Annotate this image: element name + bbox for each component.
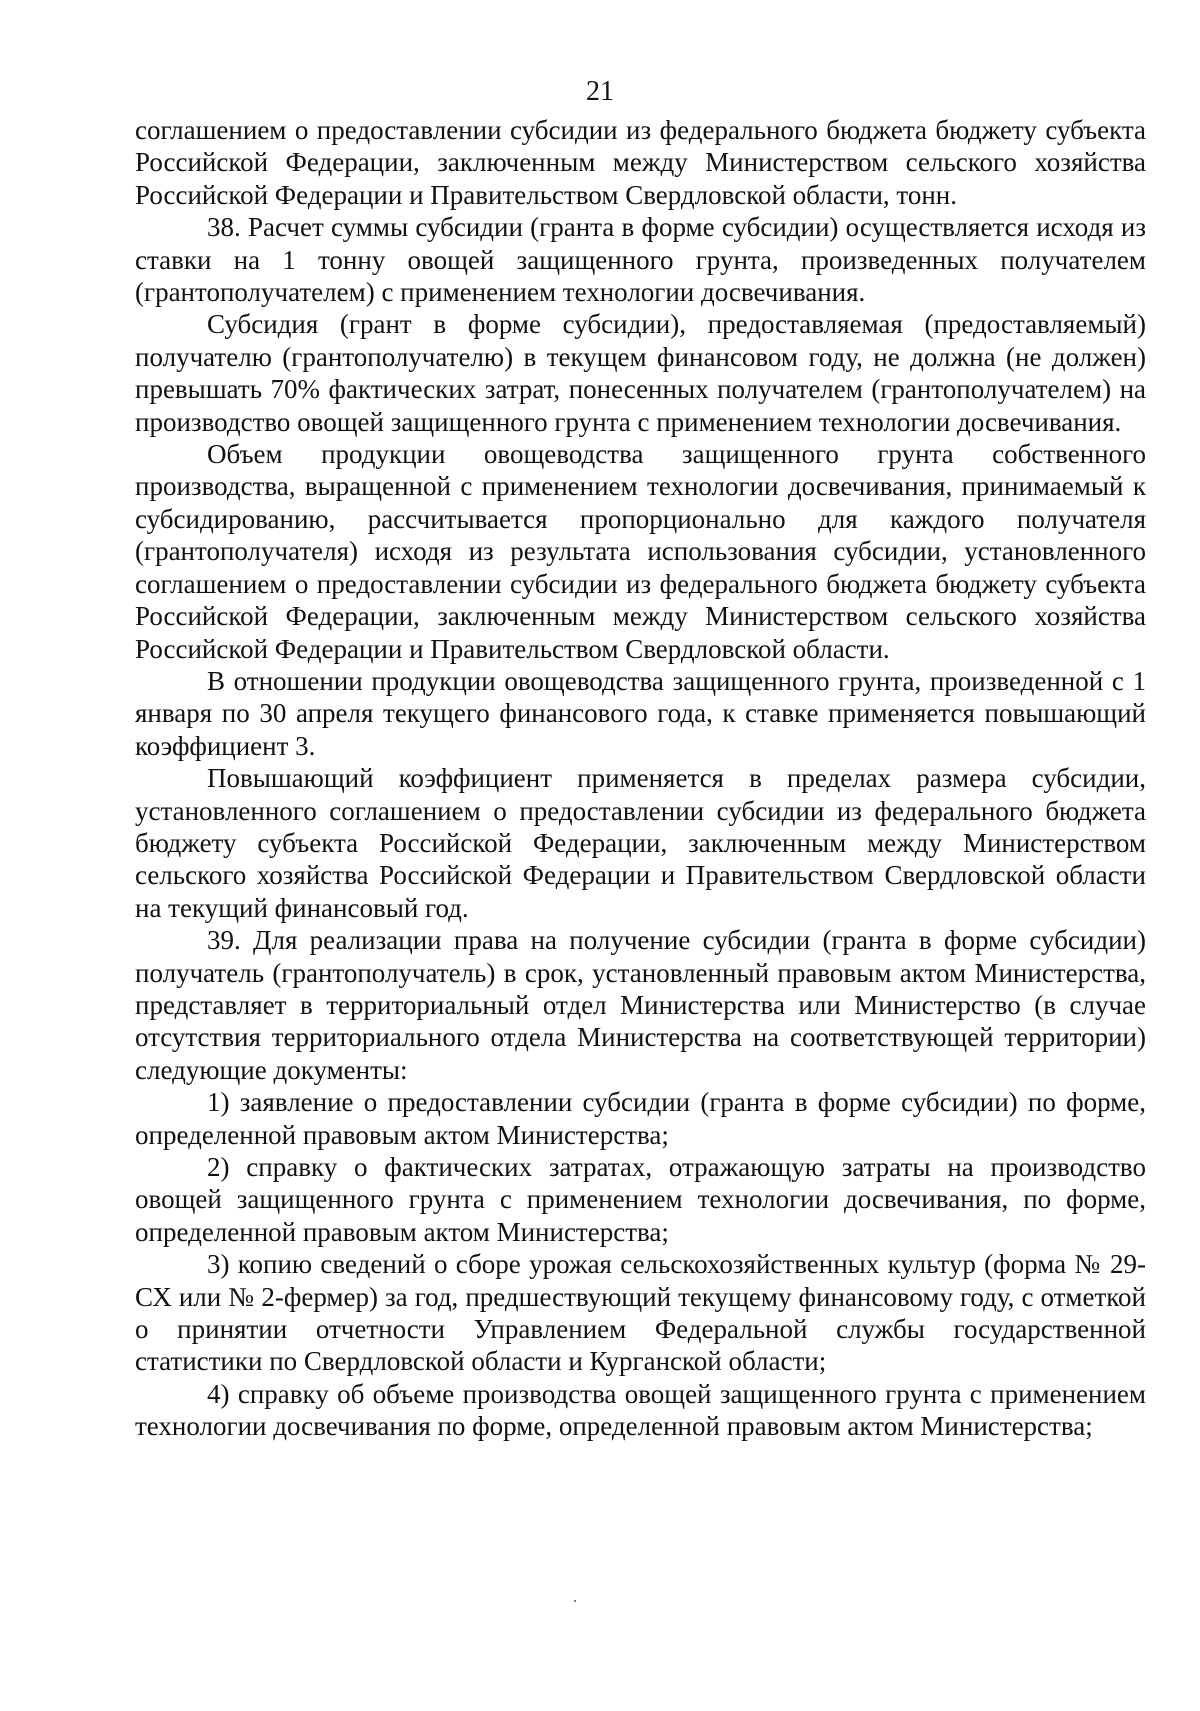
paragraph-continuation: соглашением о предоставлении субсидии из федерального бюджета бюджету субъекта Российской Федерации, заключенным между Министерством сельского хозяйства Российской Федерации и Правительством Свердловской области, тонн. [135,115,1146,210]
list-item-3: 3) копию сведений о сборе урожая сельскохозяйственных культур (форма № 29-СХ или № 2-фермер) за год, предшествующий текущему финансовому году, с отметкой о принятии отчетности Управлением Федеральной службы государственной статистики по Свердловской области и Курганской области; [135,1249,1146,1377]
page-number: 21 [586,76,614,107]
scan-dot [574,1600,576,1602]
paragraph-coefficient: В отношении продукции овощеводства защищенного грунта, произведенной с 1 января по 30 апреля текущего финансового года, к ставке применяется повышающий коэффициент 3. [135,665,1146,761]
paragraph-item-38: 38. Расчет суммы субсидии (гранта в форме субсидии) осуществляется исходя из ставки на 1 тонну овощей защищенного грунта, произведенных получателем (грантополучателем) с применением технологии досвечивания. [135,212,1146,308]
paragraph-item-39: 39. Для реализации права на получение субсидии (гранта в форме субсидии) получатель (грантополучатель) в срок, установленный правовым актом Министерства, представляет в территориальный отдел Министерства или Министерство (в случае отсутствия территориального отдела Министерства на соответствующей территории) следующие документы: [135,925,1146,1085]
list-item-2: 2) справку о фактических затратах, отражающую затраты на производство овощей защищенного грунта с применением технологии досвечивания, по форме, определенной правовым актом Министерства; [135,1152,1146,1247]
paragraph-subsidy-limit: Субсидия (грант в форме субсидии), предоставляемая (предоставляемый) получателю (грантополучателю) в текущем финансовом году, не должна (не должен) превышать 70% фактических затрат, понесенных получателем (грантополучателем) на производство овощей защищенного грунта с применением технологии досвечивания. [135,309,1146,437]
list-item-1: 1) заявление о предоставлении субсидии (гранта в форме субсидии) по форме, определенной правовым актом Министерства; [135,1087,1146,1150]
document-body [135,114,1146,1443]
paragraph-production-volume: Объем продукции овощеводства защищенного грунта собственного производства, выращенной с применением технологии досвечивания, принимаемый к субсидированию, рассчитывается пропорционально для каждого получателя (грантополучателя) исходя из результата использования субсидии, установленного соглашением о предоставлении субсидии из федерального бюджета бюджету субъекта Российской Федерации, заключенным между Министерством сельского хозяйства Российской Федерации и Правительством Свердловской области. [135,439,1146,664]
list-item-4: 4) справку об объеме производства овощей защищенного грунта с применением технологии досвечивания по форме, определенной правовым актом Министерства; [135,1378,1146,1442]
paragraph-coefficient-limits: Повышающий коэффициент применяется в пределах размера субсидии, установленного соглашением о предоставлении субсидии из федерального бюджета бюджету субъекта Российской Федерации, заключенным между Министерством сельского хозяйства Российской Федерации и Правительством Свердловской области на текущий финансовый год. [135,763,1146,923]
